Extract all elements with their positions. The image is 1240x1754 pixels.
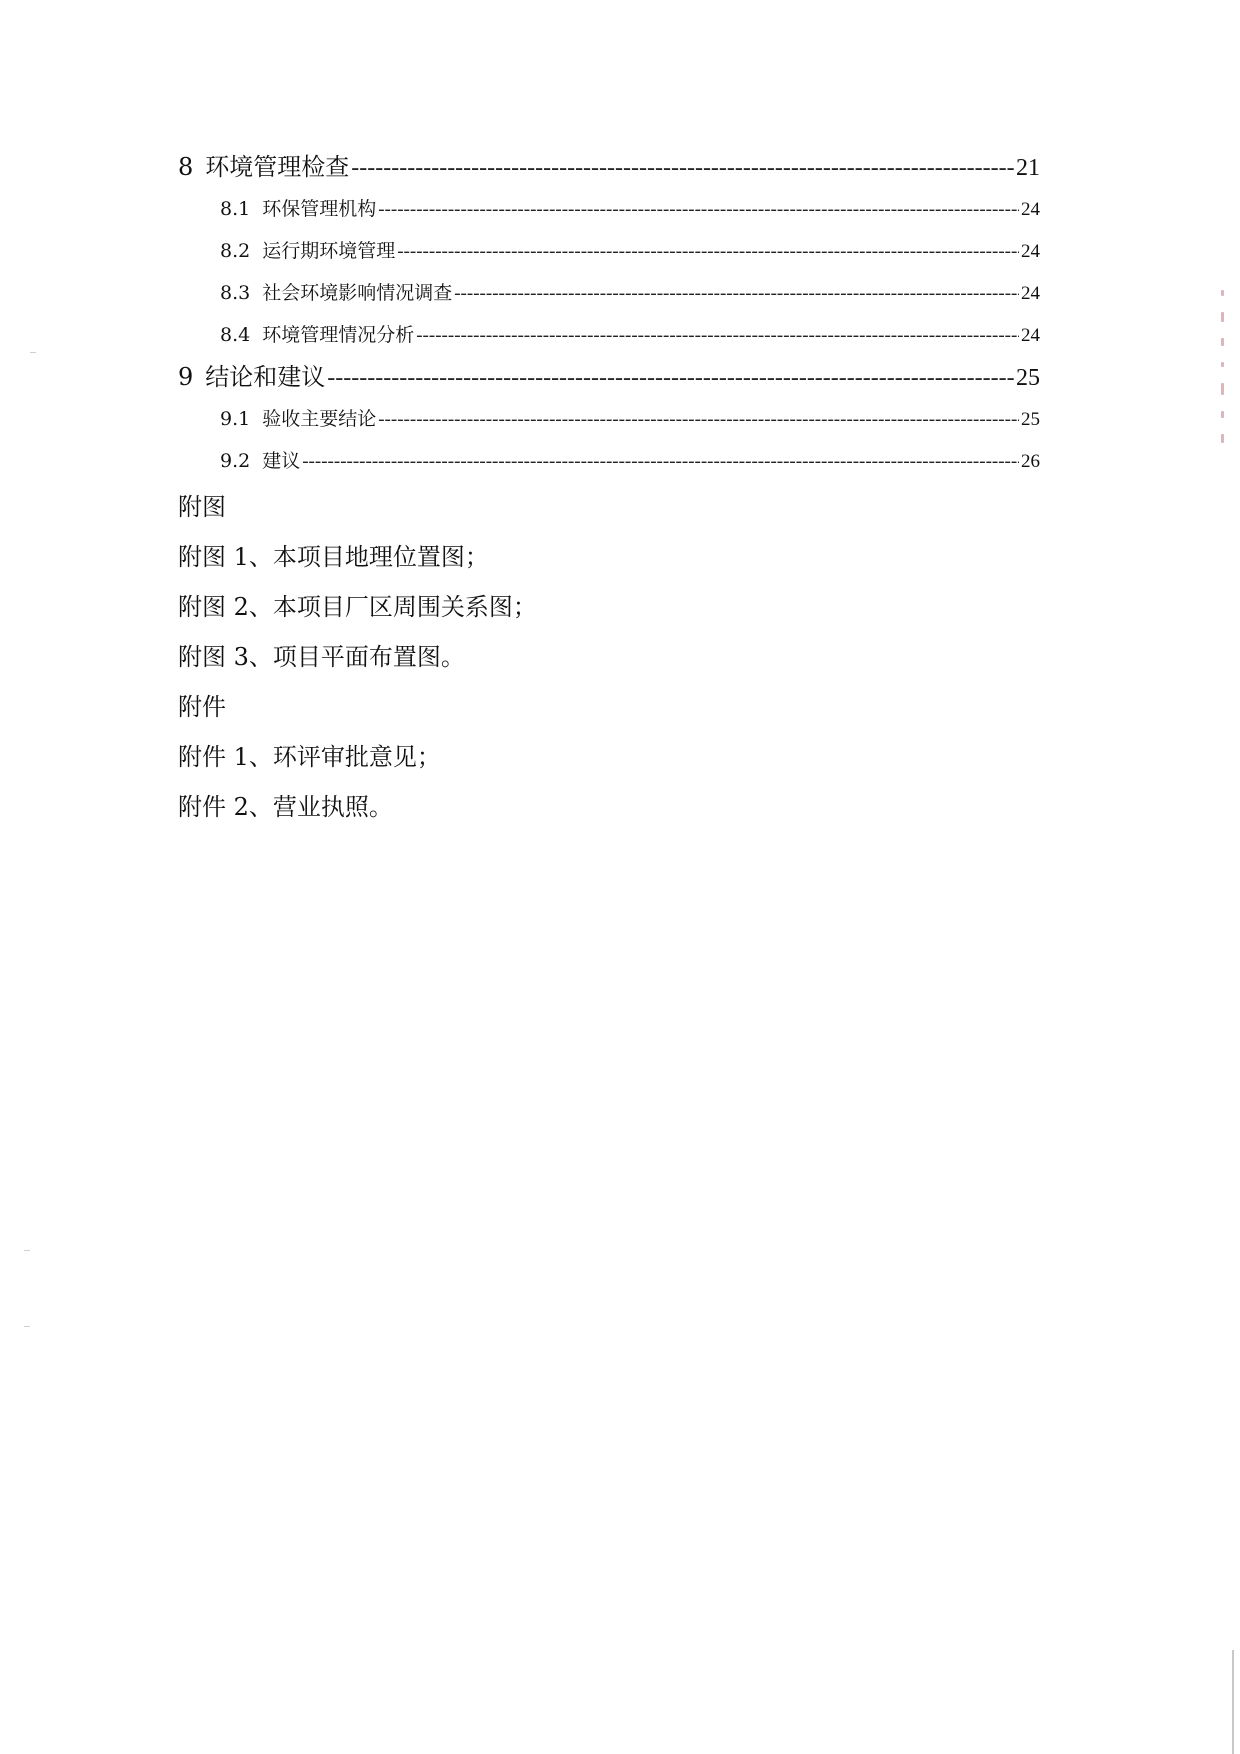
toc-dot-leader bbox=[378, 399, 1019, 440]
toc-entry-9[interactable] bbox=[178, 356, 1040, 398]
toc-entry-number: 9.2 bbox=[220, 450, 251, 472]
toc-entry-page: 24 bbox=[1021, 199, 1040, 220]
figure-item: 附图 2、本项目厂区周围关系图； bbox=[178, 593, 537, 621]
toc-entry-9-2[interactable] bbox=[178, 440, 1040, 482]
toc-entry-page: 21 bbox=[1016, 155, 1040, 181]
attachment-item: 附件 2、营业执照。 bbox=[178, 793, 393, 821]
table-of-contents bbox=[178, 146, 1040, 482]
scan-speck bbox=[24, 1326, 30, 1327]
toc-entry-9-1[interactable] bbox=[178, 398, 1040, 440]
toc-entry-8[interactable] bbox=[178, 146, 1040, 188]
toc-dot-leader bbox=[397, 231, 1019, 272]
toc-dot-leader bbox=[454, 273, 1019, 314]
scan-speck bbox=[24, 1250, 30, 1251]
figure-item: 附图 3、项目平面布置图。 bbox=[178, 643, 465, 671]
toc-entry-page: 24 bbox=[1021, 241, 1040, 262]
toc-entry-page: 26 bbox=[1021, 451, 1040, 472]
toc-entry-number: 8 bbox=[178, 153, 194, 181]
toc-dot-leader bbox=[378, 189, 1019, 230]
toc-entry-title: 环境管理情况分析 bbox=[262, 324, 415, 346]
figures-section bbox=[178, 482, 978, 682]
toc-entry-number: 8.1 bbox=[220, 198, 251, 220]
seal-bleed-marks bbox=[1212, 290, 1232, 500]
toc-entry-title: 环境管理检查 bbox=[205, 153, 350, 181]
toc-entry-8-3[interactable] bbox=[178, 272, 1040, 314]
toc-entry-8-2[interactable] bbox=[178, 230, 1040, 272]
toc-entry-title: 结论和建议 bbox=[205, 363, 326, 391]
toc-entry-title: 验收主要结论 bbox=[262, 408, 377, 430]
toc-dot-leader bbox=[302, 441, 1019, 482]
figures-heading: 附图 bbox=[178, 493, 226, 521]
toc-entry-8-4[interactable] bbox=[178, 314, 1040, 356]
toc-entry-number: 9.1 bbox=[220, 408, 251, 430]
toc-entry-number: 8.3 bbox=[220, 282, 251, 304]
toc-entry-title: 运行期环境管理 bbox=[262, 240, 396, 262]
toc-entry-page: 25 bbox=[1021, 409, 1040, 430]
attachment-item: 附件 1、环评审批意见； bbox=[178, 743, 441, 771]
toc-entry-page: 24 bbox=[1021, 283, 1040, 304]
toc-dot-leader bbox=[351, 147, 1014, 188]
attachments-section bbox=[178, 682, 978, 832]
toc-entry-number: 8.4 bbox=[220, 324, 251, 346]
toc-entry-title: 社会环境影响情况调查 bbox=[262, 282, 453, 304]
toc-entry-page: 24 bbox=[1021, 325, 1040, 346]
toc-entry-title: 建议 bbox=[262, 450, 301, 472]
attachments-heading: 附件 bbox=[178, 693, 226, 721]
page-edge-line bbox=[1232, 1650, 1234, 1754]
scan-speck bbox=[30, 352, 36, 353]
toc-entry-page: 25 bbox=[1016, 365, 1040, 391]
toc-entry-number: 9 bbox=[178, 363, 194, 391]
toc-dot-leader bbox=[416, 315, 1019, 356]
toc-entry-number: 8.2 bbox=[220, 240, 251, 262]
toc-dot-leader bbox=[327, 357, 1014, 398]
figure-item: 附图 1、本项目地理位置图； bbox=[178, 543, 489, 571]
toc-entry-title: 环保管理机构 bbox=[262, 198, 377, 220]
toc-entry-8-1[interactable] bbox=[178, 188, 1040, 230]
